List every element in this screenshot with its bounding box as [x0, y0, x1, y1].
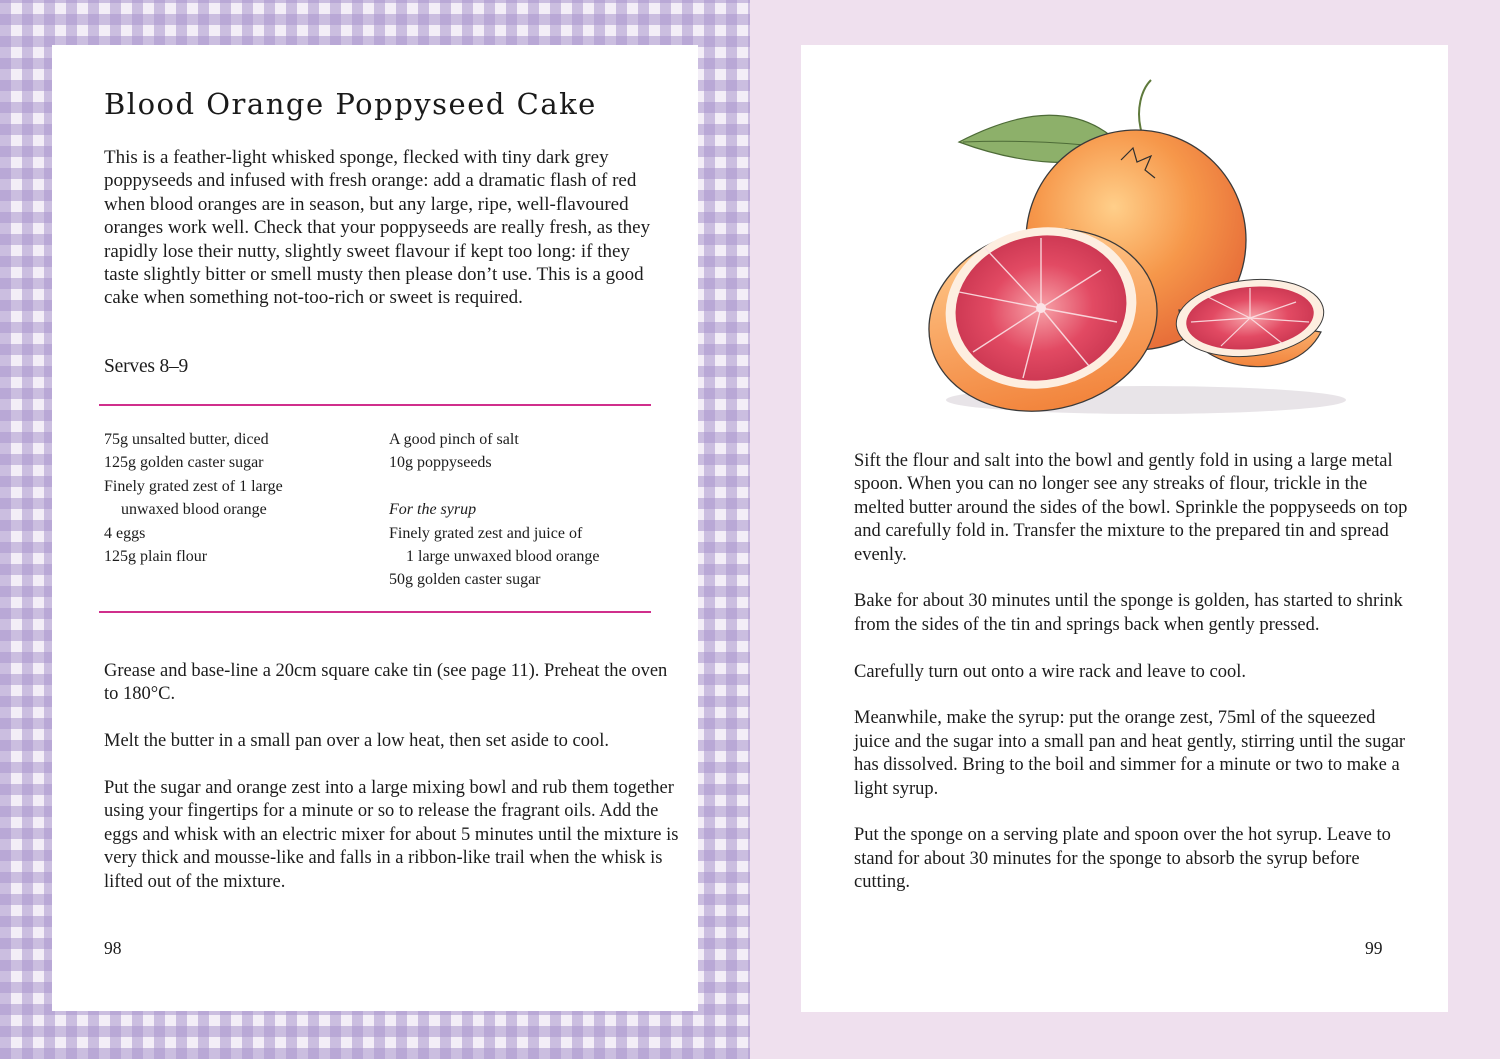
ingredients-column-2: [389, 428, 659, 592]
syrup-subheading: For the syrup: [389, 501, 477, 519]
ingredients-column-1: [104, 428, 374, 568]
method-steps-right: [854, 450, 1414, 895]
method-paragraph: Meanwhile, make the syrup: put the orange zest, 75ml of the squeezed juice and the sugar into a small pan and heat gently, stirring until the sugar has dissolved. Bring to the boil and simmer for a minute or two to make a light syrup.: [854, 708, 1406, 799]
ingredient-item: 125g golden caster sugar: [104, 454, 264, 472]
ingredient-item: 75g unsalted butter, diced: [104, 431, 269, 448]
ingredient-spacer: [389, 475, 659, 498]
method-paragraph: Carefully turn out onto a wire rack and leave to cool.: [854, 661, 1246, 682]
ingredient-item: 125g plain flour: [104, 548, 208, 566]
method-paragraph: Sift the flour and salt into the bowl and gently fold in using a large metal spoon. When you can no longer see any streaks of flour, trickle in the melted butter around the sides of the bowl. Sprinkle the poppyseeds on top and carefully fold in. Transfer the mixture to the prepared tin and spread evenly.: [854, 451, 1408, 565]
method-paragraph: Put the sponge on a serving plate and spoon over the hot syrup. Leave to stand for about 30 minutes for the sponge to absorb the syrup before cutting.: [854, 825, 1391, 893]
page-number: 98: [104, 938, 122, 958]
ingredient-item: 4 eggs: [104, 524, 146, 542]
ingredient-item: 10g poppyseeds: [389, 454, 492, 472]
method-paragraph: Bake for about 30 minutes until the sponge is golden, has started to shrink from the sides of the tin and springs back when gently pressed.: [854, 591, 1403, 635]
method-paragraph: Put the sugar and orange zest into a large mixing bowl and rub them together using your fingertips for a minute or so to release the fragrant oils. Add the eggs and whisk with an electric mixer for about 5 minutes until the mixture is very thick and mousse-like and falls in a ribbon-like trail when the whisk is lifted out of the mixture.: [104, 778, 679, 892]
ingredient-item: unwaxed blood orange: [121, 501, 267, 519]
serves-label: Serves 8–9: [104, 356, 189, 377]
blood-orange-illustration: [911, 70, 1351, 430]
method-steps-left: [104, 660, 684, 894]
ingredient-item: 1 large unwaxed blood orange: [406, 548, 600, 566]
page-number: 99: [1365, 938, 1383, 958]
ingredient-item: 50g golden caster sugar: [389, 571, 541, 589]
ingredients-top-rule: [99, 404, 651, 406]
recipe-intro: This is a feather-light whisked sponge, flecked with tiny dark grey poppyseeds and infused with fresh orange: add a dramatic flash of red when blood oranges are in season, but any large, ripe, well-flavoured oranges work well. Check that your poppyseeds are really fresh, as they rapidly lose their nutty, slightly sweet flavour if kept too long: if they taste slightly bitter or smell musty then please don’t use. This is a good cake when something not-too-rich or sweet is required.: [104, 147, 651, 309]
right-page: [801, 45, 1448, 1012]
ingredient-item: Finely grated zest of 1 large: [104, 477, 283, 495]
left-page: [52, 45, 698, 1011]
ingredient-item: A good pinch of salt: [389, 431, 519, 448]
ingredients-bottom-rule: [99, 611, 651, 613]
method-paragraph: Grease and base-line a 20cm square cake tin (see page 11). Preheat the oven to 180°C.: [104, 661, 668, 705]
recipe-title: Blood Orange Poppyseed Cake: [104, 87, 597, 121]
method-paragraph: Melt the butter in a small pan over a low heat, then set aside to cool.: [104, 731, 610, 752]
ingredient-item: Finely grated zest and juice of: [389, 524, 583, 542]
